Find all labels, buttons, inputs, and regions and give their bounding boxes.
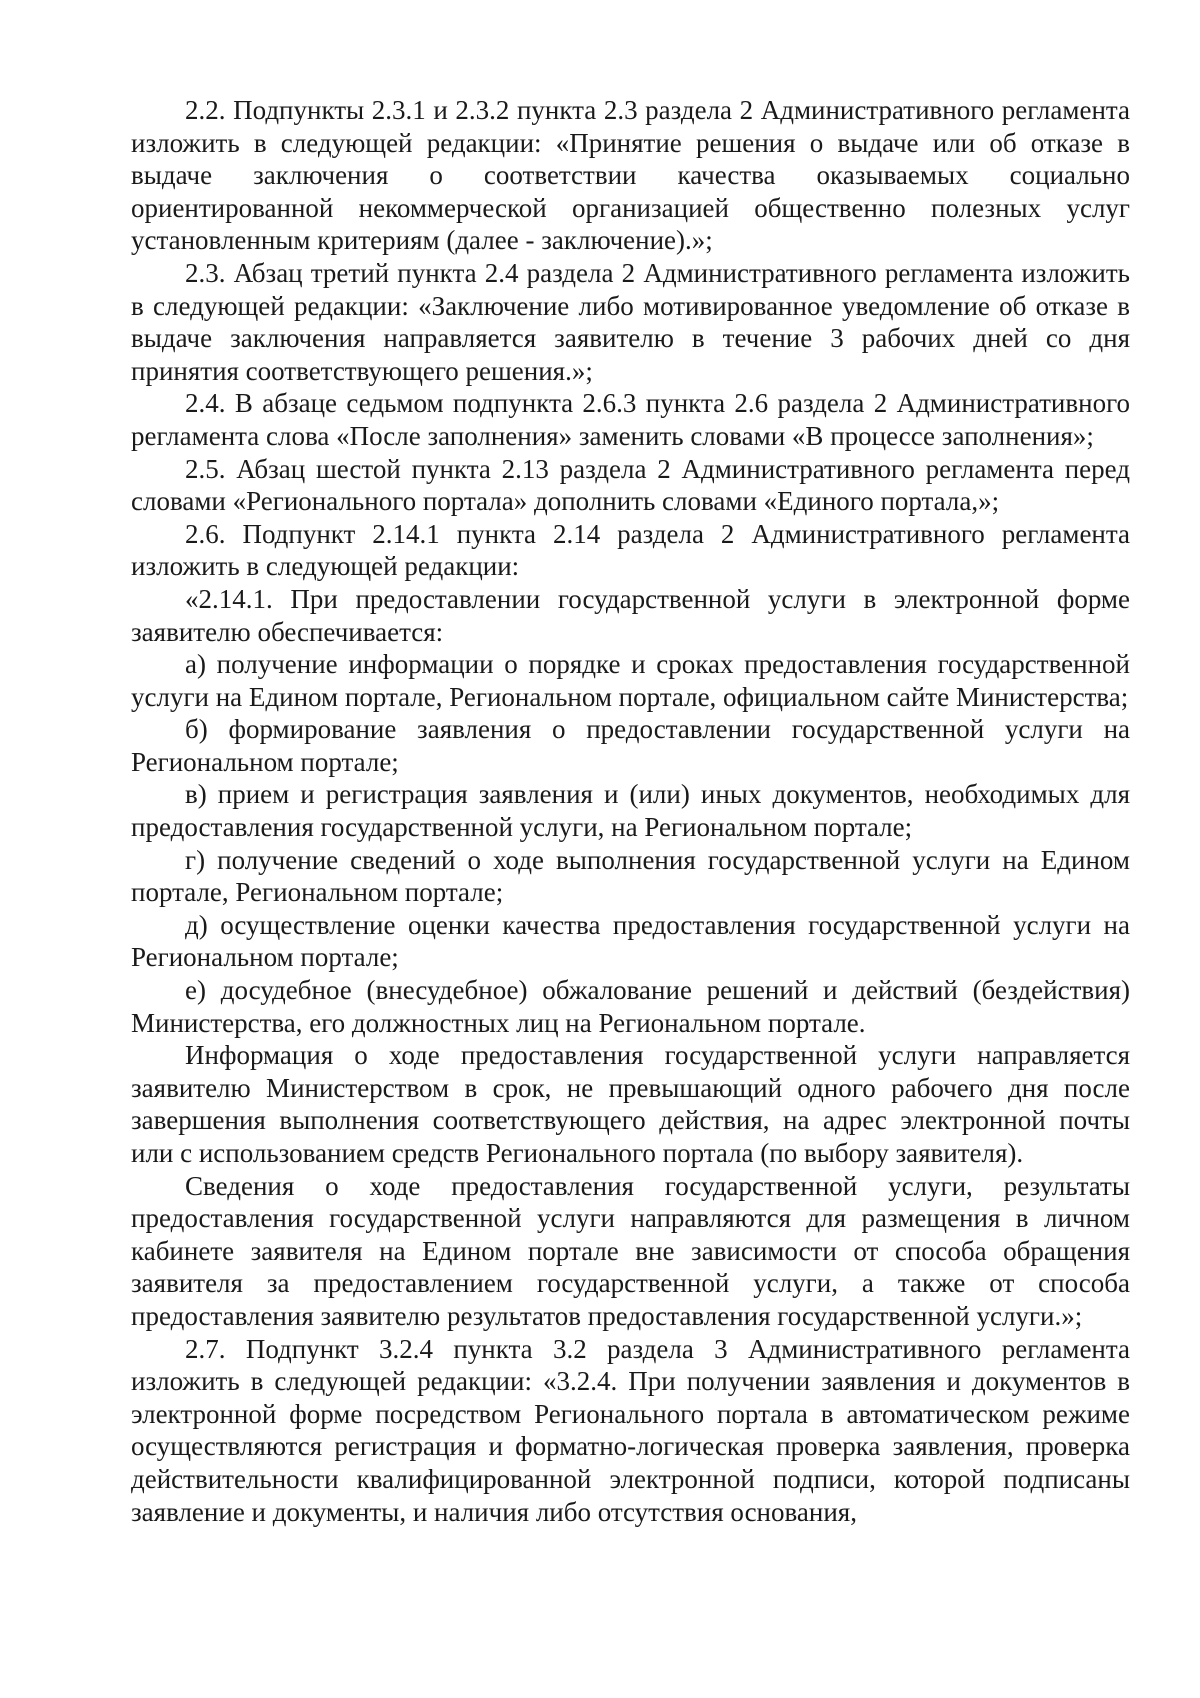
paragraph-2-14-1: «2.14.1. При предоставлении государственной услуги в электронной форме заявителю обеспечивается: <box>131 583 1130 647</box>
list-item-v: в) прием и регистрация заявления и (или) иных документов, необходимых для предоставления государственной услуги, на Региональном портале; <box>131 779 1130 843</box>
paragraph-2-4: 2.4. В абзаце седьмом подпункта 2.6.3 пункта 2.6 раздела 2 Административного регламента слова «После заполнения» заменить словами «В процессе заполнения»; <box>131 388 1130 451</box>
list-item-e: е) досудебное (внесудебное) обжалование решений и действий (бездействия) Министерства, его должностных лиц на Региональном портале. <box>131 975 1130 1038</box>
document-body <box>131 94 1130 1528</box>
list-item-b: б) формирование заявления о предоставлении государственной услуги на Региональном портале; <box>131 714 1130 777</box>
paragraph-2-2: 2.2. Подпункты 2.3.1 и 2.3.2 пункта 2.3 раздела 2 Административного регламента изложить в следующей редакции: «Принятие решения о выдаче или об отказе в выдаче заключения о соответствии качества оказываемых социально ориентированной некоммерческой организацией общественно полезных услуг установленным критериям (далее - заключение).»; <box>131 95 1130 256</box>
list-item-a: а) получение информации о порядке и сроках предоставления государственной услуги на Едином портале, Региональном портале, официальном сайте Министерства; <box>131 649 1130 712</box>
paragraph-svedeniya: Сведения о ходе предоставления государственной услуги, результаты предоставления государственной услуги направляются для размещения в личном кабинете заявителя на Едином портале вне зависимости от способа обращения заявителя за предоставлением государственной услуги, а также от способа предоставления заявителю результатов предоставления государственной услуги.»; <box>131 1170 1130 1331</box>
list-item-g: г) получение сведений о ходе выполнения государственной услуги на Едином портале, Региональном портале; <box>131 844 1130 908</box>
list-item-d: д) осуществление оценки качества предоставления государственной услуги на Региональном портале; <box>131 909 1130 973</box>
paragraph-2-5: 2.5. Абзац шестой пункта 2.13 раздела 2 Административного регламента перед словами «Регионального портала» дополнить словами «Единого портала,»; <box>131 453 1130 517</box>
paragraph-2-3: 2.3. Абзац третий пункта 2.4 раздела 2 Административного регламента изложить в следующей редакции: «Заключение либо мотивированное уведомление об отказе в выдаче заключения направляется заявителю в течение 3 рабочих дней со дня принятия соответствующего решения.»; <box>131 257 1130 386</box>
paragraph-2-7: 2.7. Подпункт 3.2.4 пункта 3.2 раздела 3 Административного регламента изложить в следующей редакции: «3.2.4. При получении заявления и документов в электронной форме посредством Регионального портала в автоматическом режиме осуществляются регистрация и форматно-логическая проверка заявления, проверка действительности квалифицированной электронной подписи, которой подписаны заявление и документы, и наличия либо отсутствия основания, <box>131 1333 1130 1527</box>
paragraph-information: Информация о ходе предоставления государственной услуги направляется заявителю Министерством в срок, не превышающий одного рабочего дня после завершения выполнения соответствующего действия, на адрес электронной почты или с использованием средств Регионального портала (по выбору заявителя). <box>131 1040 1130 1168</box>
paragraph-2-6: 2.6. Подпункт 2.14.1 пункта 2.14 раздела 2 Административного регламента изложить в следующей редакции: <box>131 518 1130 582</box>
